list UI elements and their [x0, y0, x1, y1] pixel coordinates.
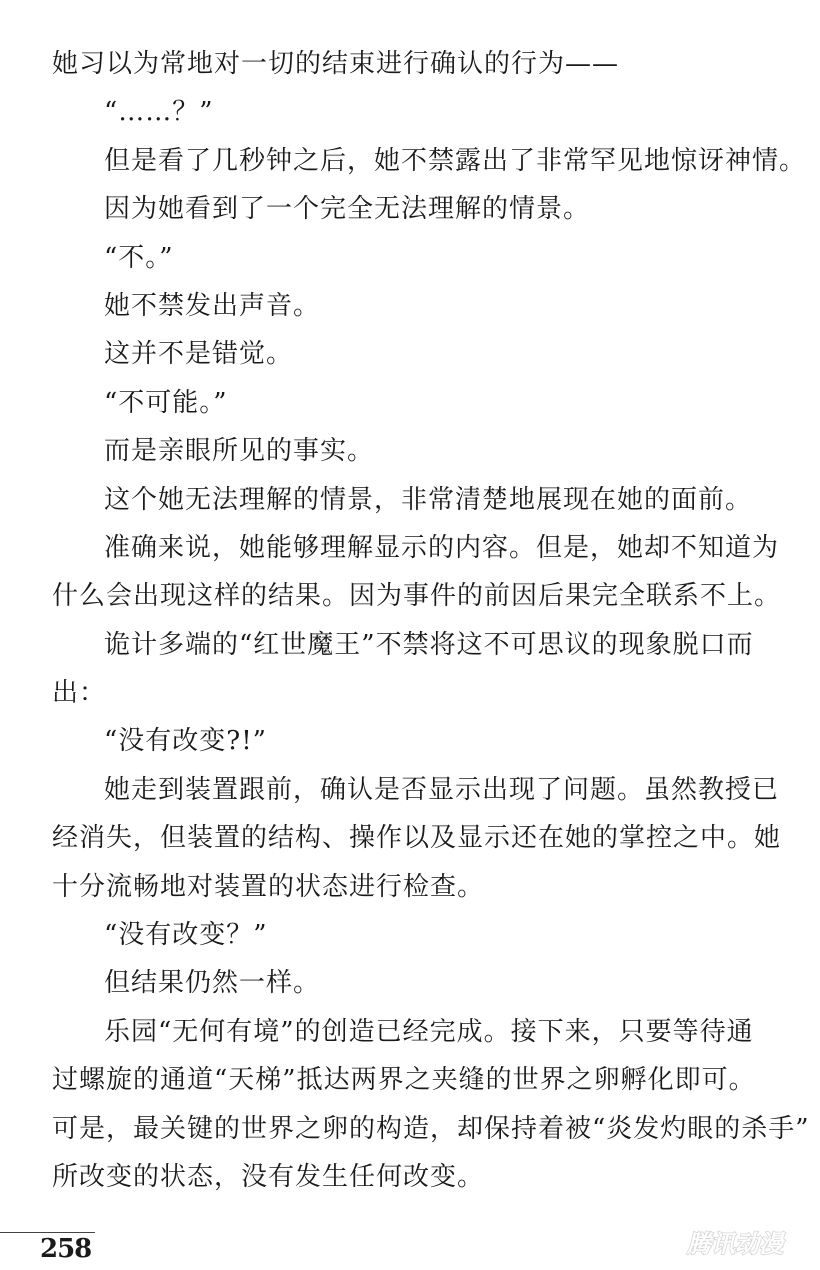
page-number: 258 [40, 1234, 92, 1264]
text-line: 十分流畅地对装置的状态进行检查。 [52, 871, 485, 902]
text-line: 出： [52, 678, 107, 709]
text-line: 准确来说，她能够理解显示的内容。但是，她却不知道为 [104, 532, 780, 563]
text-line: “不。” [104, 242, 174, 273]
text-line: 什么会出现这样的结果。因为事件的前因后果完全联系不上。 [52, 581, 782, 612]
text-line: 这并不是错觉。 [104, 339, 294, 370]
text-line: 所改变的状态，没有发生任何改变。 [52, 1161, 485, 1192]
text-line: “……？” [104, 97, 214, 128]
text-line: 经消失，但装置的结构、操作以及显示还在她的掌控之中。她 [52, 823, 782, 854]
text-line: 这个她无法理解的情景，非常清楚地展现在她的面前。 [104, 484, 753, 515]
text-line: 乐园“无何有境”的创造已经完成。接下来，只要等待通 [104, 1016, 754, 1047]
text-line: 但结果仍然一样。 [104, 968, 321, 999]
text-line: 而是亲眼所见的事实。 [104, 436, 375, 467]
text-line: “没有改变？” [104, 920, 268, 951]
watermark-logo [675, 1228, 795, 1258]
text-line: 她不禁发出声音。 [104, 290, 321, 321]
footer-divider [0, 1232, 95, 1233]
text-line: 可是，最关键的世界之卵的构造，却保持着被“炎发灼眼的杀手” [52, 1113, 810, 1144]
text-line: 过螺旋的通道“天梯”抵达两界之夹缝的世界之卵孵化即可。 [52, 1065, 756, 1096]
text-line: “不可能。” [104, 387, 228, 418]
body-text [52, 40, 810, 1201]
watermark-text: 腾讯动漫 [687, 1230, 783, 1258]
text-line: 她走到装置跟前，确认是否显示出现了问题。虽然教授已 [104, 774, 780, 805]
text-line: “没有改变?!” [104, 726, 267, 757]
text-line: 因为她看到了一个完全无法理解的情景。 [104, 194, 591, 225]
text-line: 她习以为常地对一切的结束进行确认的行为—— [52, 49, 620, 79]
text-line: 诡计多端的“红世魔王”不禁将这不可思议的现象脱口而 [104, 629, 754, 660]
text-line: 但是看了几秒钟之后，她不禁露出了非常罕见地惊讶神情。 [104, 145, 807, 176]
